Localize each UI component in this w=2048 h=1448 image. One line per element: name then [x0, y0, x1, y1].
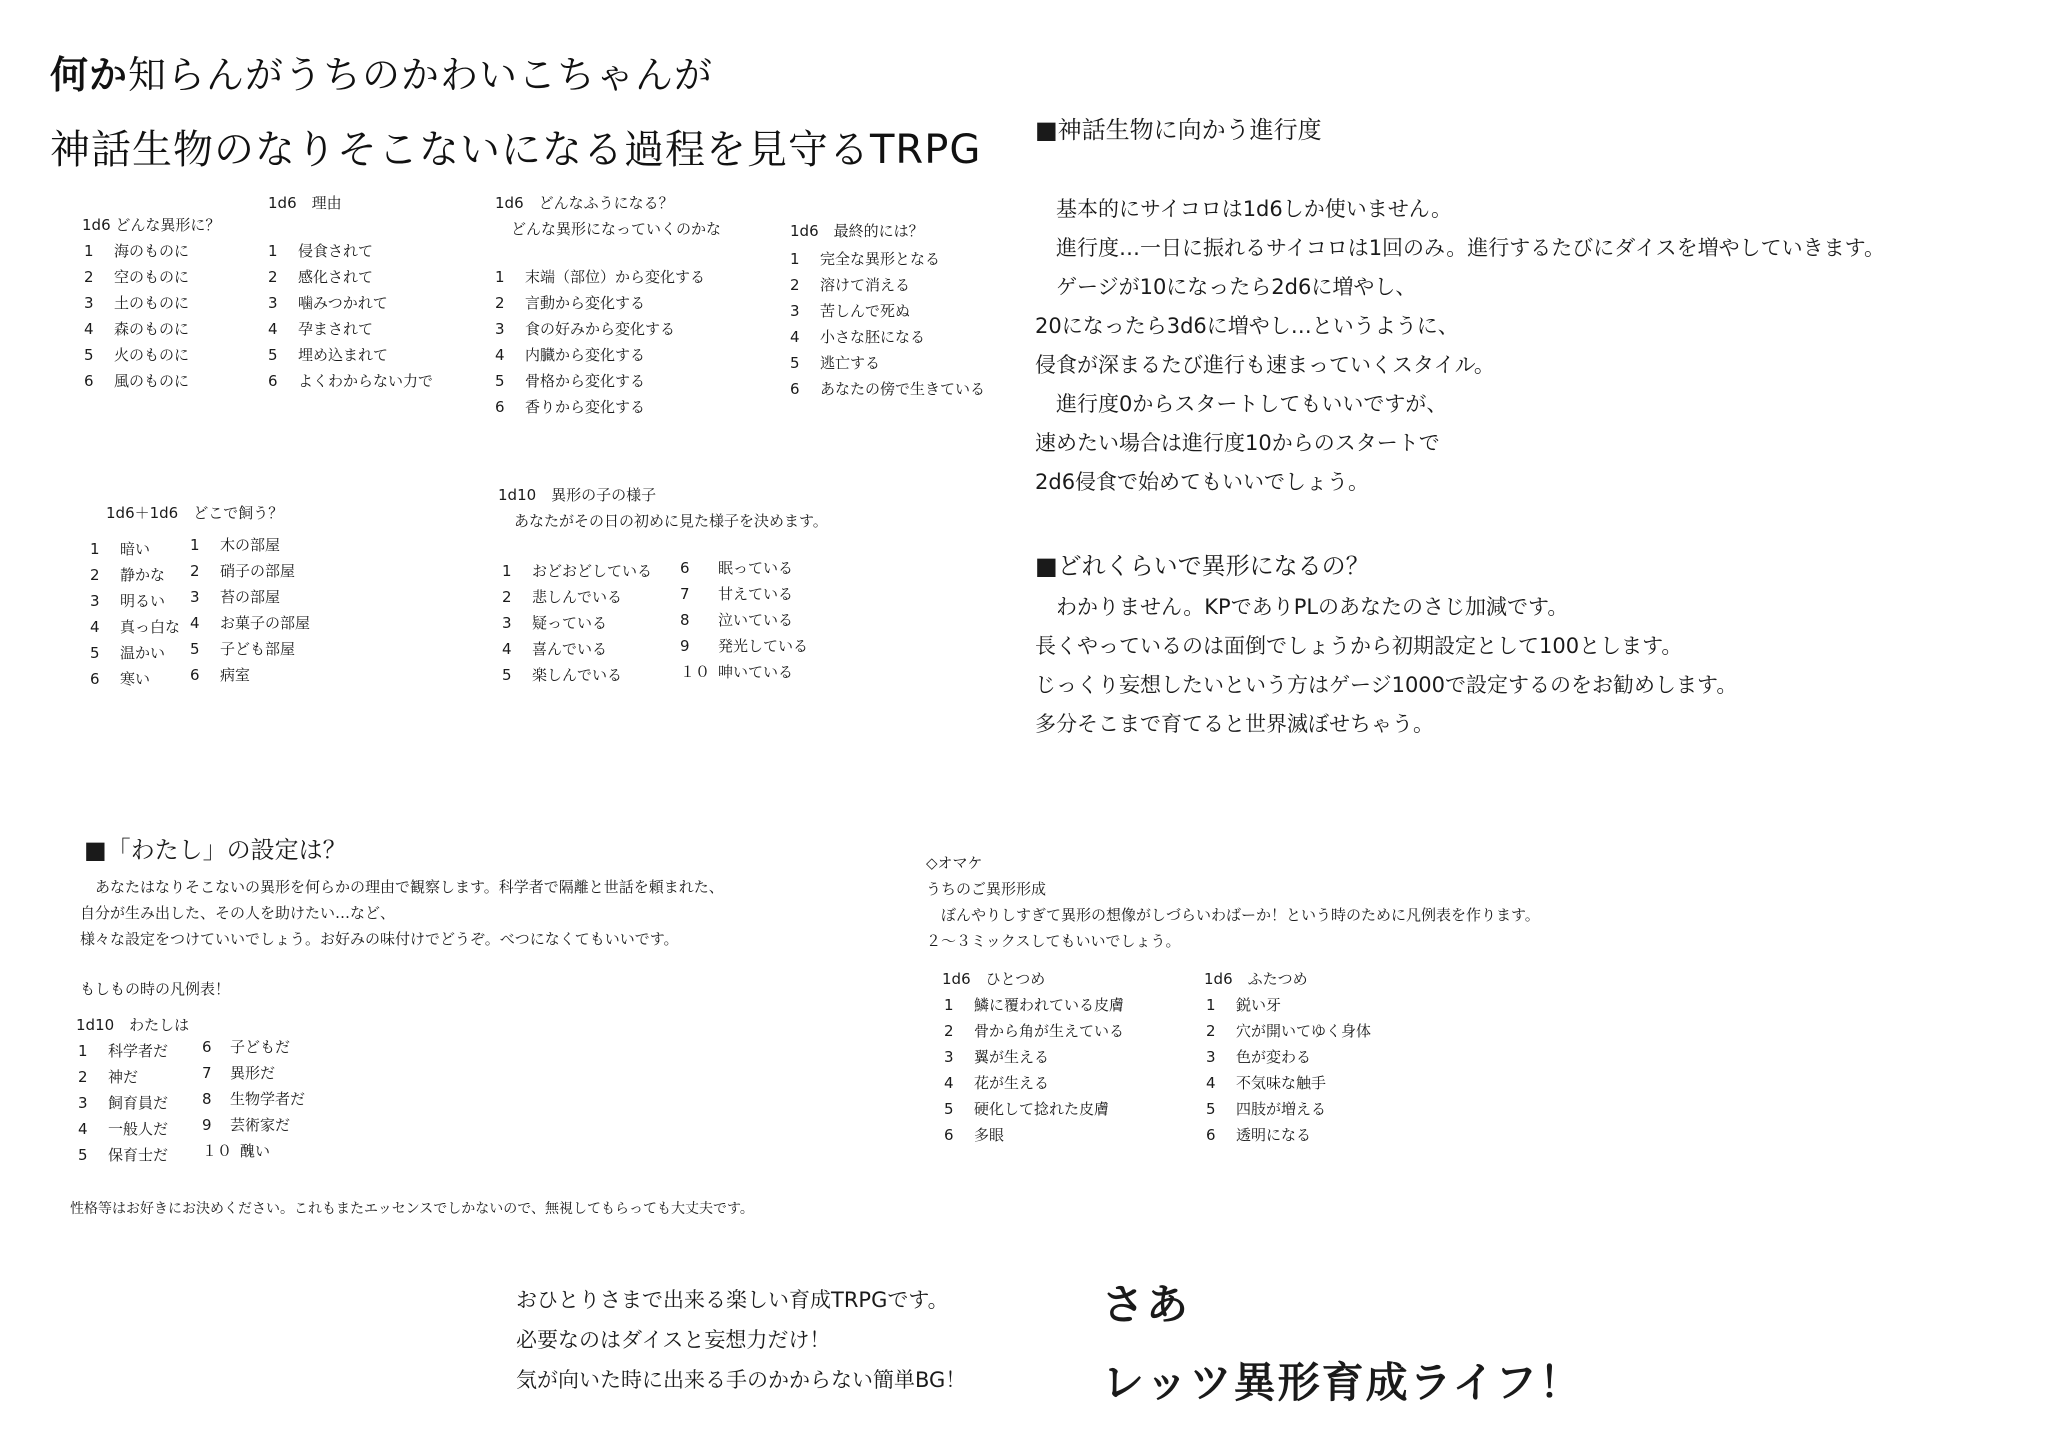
title-rest: 知らんがうちのかわいこちゃんが — [128, 53, 714, 97]
table-row: 6 子どもだ — [202, 1038, 291, 1056]
me-example-label: もしもの時の凡例表！ — [80, 980, 231, 998]
howlong-line: わかりません。KPでありPLのあなたのさじ加減です。 — [1035, 595, 1569, 619]
me-line: あなたはなりそこないの異形を何らかの理由で観察します。科学者で隔離と世話を頼まれた、 — [80, 878, 724, 896]
footer-text — [516, 1280, 966, 1400]
table-row: 2 静かな — [90, 566, 166, 584]
table-row: 1 暗い — [90, 540, 151, 558]
page-title-line1 — [50, 44, 713, 99]
table-row: 5 楽しんでいる — [502, 666, 623, 684]
table-row: 2 言動から変化する — [495, 294, 646, 312]
table-row: 3 翼が生える — [944, 1048, 1050, 1066]
table-row: 1 木の部屋 — [190, 536, 281, 554]
footer-line: おひとりさまで出来る楽しい育成TRPGです。 — [516, 1288, 949, 1312]
omake-t1-header: 1d6 ひとつめ — [942, 970, 1046, 988]
table-row: 1 侵食されて — [268, 242, 374, 260]
table-row: 6 透明になる — [1206, 1126, 1312, 1144]
howlong-line: じっくり妄想したいという方はゲージ1000で設定するのをお勧めします。 — [1035, 673, 1738, 697]
progress-line: 進行度…一日に振れるサイコロは1回のみ。進行するたびにダイスを増やしていきます。 — [1035, 236, 1885, 260]
table-row: 1 海のものに — [84, 242, 190, 260]
table-row: 6 寒い — [90, 670, 151, 688]
howlong-body — [1035, 588, 1737, 744]
table-row: 4 花が生える — [944, 1074, 1050, 1092]
table-row: 1 おどおどしている — [502, 562, 653, 580]
page-title-line2: 神話生物のなりそこないになる過程を見守るTRPG — [50, 127, 982, 173]
omake-t2-header: 1d6 ふたつめ — [1204, 970, 1308, 988]
table-row: 5 火のものに — [84, 346, 190, 364]
table-rows — [84, 238, 220, 394]
table-subheader: どんな異形になっていくのかな — [511, 220, 722, 238]
table-where-right — [190, 532, 310, 688]
progress-heading: ■神話生物に向かう進行度 — [1035, 116, 1322, 144]
progress-body — [1035, 190, 1885, 502]
progress-line: 速めたい場合は進行度10からのスタートで — [1035, 431, 1440, 455]
table-what — [82, 212, 220, 394]
table-row: 5 子ども部屋 — [190, 640, 296, 658]
footer-call-1: さあ — [1102, 1280, 1191, 1329]
table-row: １０ 醜い — [202, 1142, 271, 1160]
table-row: 9 発光している — [680, 637, 809, 655]
table-row: 3 食の好みから変化する — [495, 320, 676, 338]
table-row: 6 風のものに — [84, 372, 190, 390]
table-row: 7 甘えている — [680, 585, 794, 603]
table-row: 3 飼育員だ — [78, 1094, 169, 1112]
table-row: 4 一般人だ — [78, 1120, 169, 1138]
table-state — [498, 482, 828, 534]
table-row: 6 あなたの傍で生きている — [790, 380, 986, 398]
table-row: １０ 呻いている — [680, 663, 794, 681]
table-row: 1 科学者だ — [78, 1042, 169, 1060]
table-row: 5 埋め込まれて — [268, 346, 389, 364]
table-row: 6 多眼 — [944, 1126, 1005, 1144]
table-rows — [268, 238, 433, 394]
progress-line: 進行度0からスタートしてもいいですが、 — [1035, 392, 1448, 416]
table-row: 1 末端（部位）から変化する — [495, 268, 706, 286]
me-table-header: 1d10 わたしは — [76, 1016, 190, 1034]
table-row: 5 硬化して捻れた皮膚 — [944, 1100, 1110, 1118]
table-row: 4 真っ白な — [90, 618, 181, 636]
table-row: 2 悲しんでいる — [502, 588, 623, 606]
table-row: 5 温かい — [90, 644, 166, 662]
progress-line: ゲージが10になったら2d6に増やし、 — [1035, 275, 1417, 299]
table-row: 5 四肢が増える — [1206, 1100, 1327, 1118]
omake-t2 — [1206, 992, 1371, 1148]
footer-line: 気が向いた時に出来る手のかからない簡単BG！ — [516, 1368, 967, 1392]
table-where — [106, 500, 283, 526]
table-row: 7 異形だ — [202, 1064, 276, 1082]
table-where-left — [90, 536, 180, 692]
table-row: 3 色が変わる — [1206, 1048, 1312, 1066]
omake-label: ◇オマケ — [926, 854, 983, 872]
progress-line: 20になったら3d6に増やし…というように、 — [1035, 314, 1459, 338]
table-row: 2 骨から角が生えている — [944, 1022, 1125, 1040]
howlong-heading: ■どれくらいで異形になるの？ — [1035, 552, 1370, 580]
table-row: 4 孕まされて — [268, 320, 374, 338]
me-heading: ■「わたし」の設定は？ — [84, 836, 347, 864]
table-header: 1d6 どんなふうになる？ — [495, 194, 674, 212]
table-row: 2 溶けて消える — [790, 276, 911, 294]
table-row: 2 硝子の部屋 — [190, 562, 296, 580]
title-bold: 何か — [50, 53, 129, 97]
table-row: 2 神だ — [78, 1068, 139, 1086]
footer-line: 必要なのはダイスと妄想力だけ！ — [516, 1328, 831, 1352]
howlong-line: 多分そこまで育てると世界滅ぼせちゃう。 — [1035, 712, 1434, 736]
table-row: 4 森のものに — [84, 320, 190, 338]
table-state-left — [502, 558, 652, 688]
omake-block — [926, 850, 1540, 954]
table-row: 4 小さな胚になる — [790, 328, 926, 346]
table-row: 4 不気味な触手 — [1206, 1074, 1327, 1092]
me-table-left — [78, 1038, 168, 1168]
me-note: 性格等はお好きにお決めください。これもまたエッセンスでしかないので、無視してもらっても大丈夫です。 — [70, 1201, 754, 1217]
table-header: 1d10 異形の子の様子 — [498, 486, 657, 504]
omake-title: うちのご異形形成 — [926, 880, 1047, 898]
table-row: 3 噛みつかれて — [268, 294, 388, 312]
table-row: 2 穴が開いてゆく身体 — [1206, 1022, 1372, 1040]
table-row: 5 保育士だ — [78, 1146, 169, 1164]
table-row: 1 完全な異形となる — [790, 250, 941, 268]
table-header: 1d6＋1d6 どこで飼う？ — [106, 504, 284, 522]
table-row: 6 病室 — [190, 666, 251, 684]
omake-line: ２～３ミックスしてもいいでしょう。 — [926, 932, 1181, 950]
table-row: 1 鱗に覆われている皮膚 — [944, 996, 1125, 1014]
me-body — [80, 874, 724, 952]
table-row: 3 土のものに — [84, 294, 190, 312]
table-row: 9 芸術家だ — [202, 1116, 291, 1134]
table-row: 6 眠っている — [680, 559, 794, 577]
table-row: 5 逃亡する — [790, 354, 881, 372]
table-subheader: あなたがその日の初めに見た様子を決めます。 — [514, 512, 828, 530]
footer-call-2: レッツ異形育成ライフ！ — [1102, 1358, 1584, 1407]
table-row: 3 苦しんで死ぬ — [790, 302, 911, 320]
table-row: 4 喜んでいる — [502, 640, 608, 658]
progress-line: 侵食が深まるたび進行も速まっていくスタイル。 — [1035, 353, 1495, 377]
table-reason — [268, 190, 433, 394]
table-row: 6 香りから変化する — [495, 398, 646, 416]
table-rows — [790, 246, 985, 402]
table-row: 5 骨格から変化する — [495, 372, 646, 390]
howlong-line: 長くやっているのは面倒でしょうから初期設定として100とします。 — [1035, 634, 1683, 658]
table-final — [790, 218, 985, 402]
me-table-right — [202, 1034, 305, 1164]
table-row: 3 苔の部屋 — [190, 588, 281, 606]
table-row: 8 生物学者だ — [202, 1090, 306, 1108]
table-row: 4 お菓子の部屋 — [190, 614, 311, 632]
table-row: 1 鋭い牙 — [1206, 996, 1282, 1014]
table-row: 4 内臓から変化する — [495, 346, 646, 364]
table-row: 2 感化されて — [268, 268, 374, 286]
table-header: 1d6 どんな異形に？ — [82, 216, 221, 234]
table-row: 3 疑っている — [502, 614, 608, 632]
table-row: 6 よくわからない力で — [268, 372, 434, 390]
table-state-right — [680, 555, 808, 685]
table-header: 1d6 理由 — [268, 194, 342, 212]
me-line: 様々な設定をつけていいでしょう。お好みの味付けでどうぞ。べつになくてもいいです。 — [80, 930, 679, 948]
omake-t1 — [944, 992, 1124, 1148]
table-rows — [495, 264, 721, 420]
table-header: 1d6 最終的には？ — [790, 222, 924, 240]
progress-line: 2d6侵食で始めてもいいでしょう。 — [1035, 470, 1370, 494]
table-row: 3 明るい — [90, 592, 166, 610]
table-row: 2 空のものに — [84, 268, 190, 286]
omake-line: ぼんやりしすぎて異形の想像がしづらいわばーか！という時のために凡例表を作ります。 — [926, 906, 1540, 924]
table-how — [495, 190, 721, 420]
progress-line: 基本的にサイコロは1d6しか使いません。 — [1035, 197, 1453, 221]
table-row: 8 泣いている — [680, 611, 794, 629]
me-line: 自分が生み出した、その人を助けたい…など、 — [80, 904, 396, 922]
